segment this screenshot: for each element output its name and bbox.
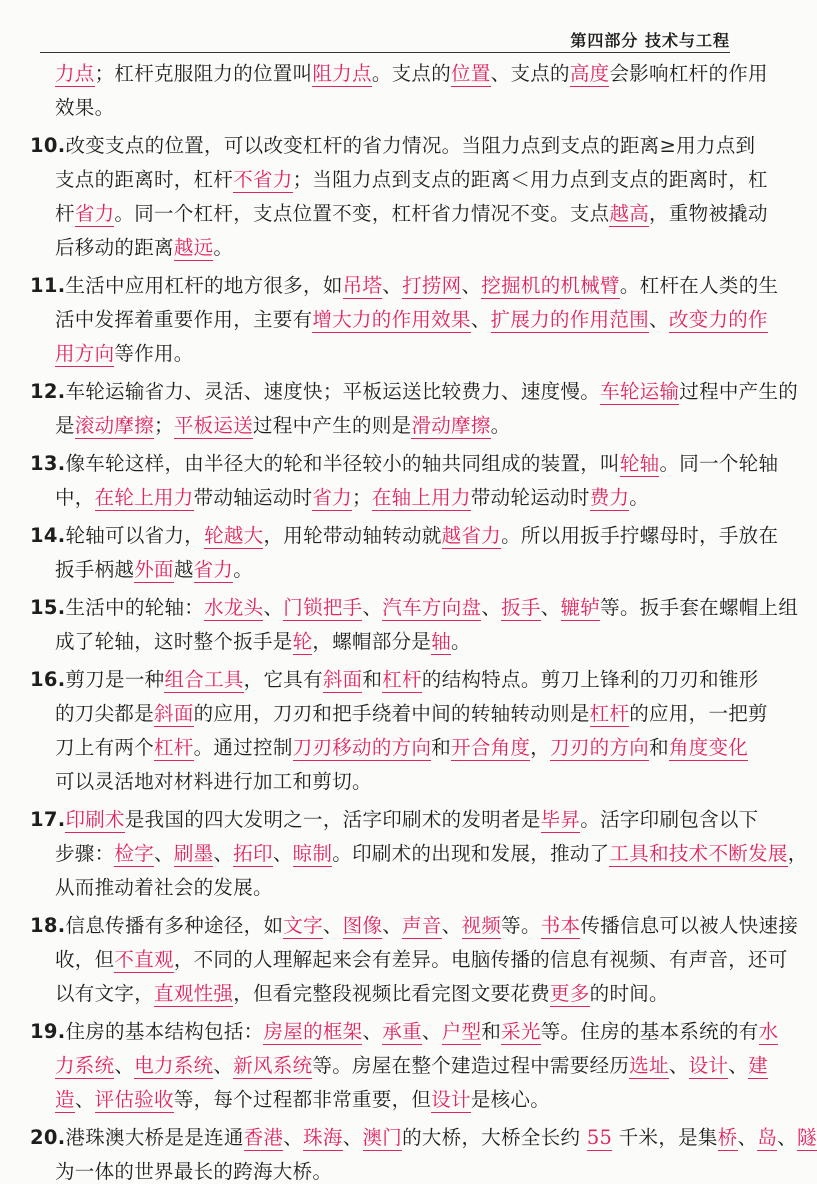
answer-text: 在轴上用力 — [371, 486, 471, 509]
body-text: 成了轮轴，这时整个扳手是 — [55, 630, 293, 653]
answer-text: 打捞网 — [402, 274, 462, 297]
body-text: 。同一个杠杆，支点位置不变，杠杆省力情况不变。支点 — [114, 202, 610, 225]
answer-text: 轴 — [431, 630, 452, 653]
answer-text: 吊塔 — [342, 274, 383, 297]
answer-text: 增大力的作用效果 — [312, 308, 471, 331]
answer-text: 声音 — [402, 914, 442, 937]
text-line — [55, 1084, 550, 1112]
body-text: 的刀尖都是 — [55, 702, 155, 725]
answer-text: 拓印 — [233, 842, 273, 865]
answer-text: 晾制 — [292, 842, 333, 865]
body-text: 。 — [629, 486, 650, 509]
body-text: 、 — [322, 914, 343, 937]
body-text: ，不同的人理解起来会有差异。电脑传播的信息有视频、有声音，还可 — [173, 948, 788, 971]
body-text: 和 — [649, 736, 669, 759]
body-text: 传播信息可以被人快速接 — [580, 914, 799, 937]
item-number: 17. — [30, 808, 66, 831]
answer-text: 刀刃移动的方向 — [292, 736, 432, 759]
answer-text: 外面 — [134, 558, 174, 581]
text-line — [30, 592, 798, 620]
answer-text: 高度 — [569, 62, 610, 85]
text-line — [55, 198, 768, 226]
answer-text: 房屋的框架 — [263, 1020, 363, 1043]
answer-text: 改变力的作 — [668, 308, 768, 331]
body-text: 。所以用扳手拧螺母时，手放在 — [501, 524, 779, 547]
body-text: 生活中的轮轴： — [65, 596, 205, 619]
text-line — [55, 554, 253, 582]
body-text: 等，每个过程都非常重要，但 — [173, 1088, 432, 1111]
answer-text: 杠杆 — [589, 702, 630, 725]
answer-text: 辘轳 — [560, 596, 601, 619]
text-line — [55, 92, 114, 120]
body-text: 。 — [233, 558, 254, 581]
answer-text: 隧 — [796, 1126, 817, 1149]
body-text: 剪刀是一种 — [65, 668, 165, 691]
text-line — [55, 338, 194, 366]
body-text: ；当阻力点到支点的距离＜用力点到支点的距离时，杠 — [292, 168, 768, 191]
answer-text: 工具和技术不断发展 — [609, 842, 788, 865]
body-text: 、 — [382, 274, 403, 297]
text-line — [55, 232, 233, 260]
text-line — [55, 766, 372, 794]
body-text: 是 — [55, 414, 75, 437]
item-number: 10. — [30, 134, 66, 157]
body-text: 带动轴运动时 — [193, 486, 313, 509]
answer-text: 珠海 — [303, 1126, 343, 1149]
text-line — [55, 698, 768, 726]
body-text: 是核心。 — [470, 1088, 551, 1111]
body-text: 中， — [55, 486, 95, 509]
body-text: 、 — [668, 1054, 689, 1077]
answer-text: 汽车方向盘 — [382, 596, 482, 619]
answer-text: 书本 — [540, 914, 581, 937]
answer-text: 杠杆 — [382, 668, 422, 691]
answer-text: 直观性强 — [154, 982, 234, 1005]
body-text: ，螺帽部分是 — [312, 630, 432, 653]
body-text: 、 — [362, 1020, 383, 1043]
answer-text: 位置 — [451, 62, 491, 85]
answer-text: 车轮运输 — [600, 380, 680, 403]
body-text: 等。 — [501, 914, 541, 937]
answer-text: 用方向 — [55, 342, 115, 365]
text-line — [30, 376, 798, 404]
answer-text: 刀刃的方向 — [550, 736, 650, 759]
body-text: 、 — [382, 914, 403, 937]
answer-text: 不省力 — [233, 168, 293, 191]
body-text: 、 — [540, 596, 561, 619]
answer-text: 澳门 — [362, 1126, 403, 1149]
answer-text: 杠杆 — [154, 736, 194, 759]
body-text: 、 — [154, 842, 174, 865]
body-text: ，用轮带动轴转动就 — [263, 524, 442, 547]
body-text: 生活中应用杠杆的地方很多，如 — [65, 274, 343, 297]
body-text: 等。房屋在整个建造过程中需要经历 — [312, 1054, 630, 1077]
answer-text: 越远 — [173, 236, 214, 259]
body-text: 的大桥，大桥全长约 — [402, 1126, 587, 1149]
text-line — [55, 732, 748, 760]
answer-text: 滑动摩擦 — [411, 414, 491, 437]
answer-text: 设计 — [431, 1088, 471, 1111]
body-text: 像车轮这样，由半径大的轮和半径较小的轴共同组成的装置，叫 — [65, 452, 620, 475]
body-text: 、支点的 — [490, 62, 570, 85]
body-text: 车轮运输省力、灵活、速度快；平板运送比较费力、速度慢。 — [65, 380, 601, 403]
text-line — [55, 978, 669, 1006]
answer-text: 检字 — [114, 842, 155, 865]
body-text: ； — [352, 486, 372, 509]
body-text: 杆 — [55, 202, 75, 225]
body-text: 刀上有两个 — [55, 736, 155, 759]
answer-text: 印刷术 — [65, 808, 125, 831]
answer-text: 图像 — [342, 914, 383, 937]
answer-text: 水龙头 — [204, 596, 264, 619]
body-text: 、 — [481, 596, 502, 619]
body-text: 、 — [213, 1054, 234, 1077]
section-title: 第四部分 技术与工程 — [570, 31, 730, 50]
body-text: 的结构特点。剪刀上锋利的刀刃和锥形 — [421, 668, 759, 691]
body-text: 和 — [481, 1020, 502, 1043]
answer-text: 组合工具 — [164, 668, 244, 691]
body-text: 、 — [263, 596, 284, 619]
item-number: 14. — [30, 524, 66, 547]
body-text: 以有文字， — [55, 982, 155, 1005]
body-text: 、 — [114, 1054, 135, 1077]
answer-text: 文字 — [283, 914, 323, 937]
body-text: 等作用。 — [114, 342, 194, 365]
item-number: 13. — [30, 452, 66, 475]
body-text: 可以灵活地对材料进行加工和剪切。 — [55, 770, 372, 793]
body-text: 改变支点的位置，可以改变杠杆的省力情况。当阻力点到支点的距离≥用力点到 — [65, 134, 756, 157]
body-text: 等。住房的基本系统的有 — [540, 1020, 759, 1043]
text-line — [55, 1156, 332, 1184]
body-text: 、 — [737, 1126, 758, 1149]
body-text: 、 — [362, 596, 383, 619]
answer-text: 电力系统 — [134, 1054, 214, 1077]
answer-text: 力点 — [55, 62, 95, 85]
text-line — [55, 1050, 768, 1078]
body-text: 、 — [213, 842, 234, 865]
body-text: ； — [154, 414, 174, 437]
body-text: ，重物被撬动 — [649, 202, 768, 225]
answer-text: 平板运送 — [173, 414, 254, 437]
body-text: ，它具有 — [243, 668, 323, 691]
body-text: ，但看完整段视频比看完图文要花费 — [233, 982, 551, 1005]
answer-text: 越高 — [609, 202, 650, 225]
body-text: 、 — [461, 274, 482, 297]
answer-text: 轮 — [292, 630, 313, 653]
item-number: 12. — [30, 380, 66, 403]
item-number: 19. — [30, 1020, 66, 1043]
item-number: 11. — [30, 274, 66, 297]
page-header — [0, 28, 800, 54]
body-text: 后移动的距离 — [55, 236, 174, 259]
body-text: 、 — [777, 1126, 797, 1149]
body-text: ， — [787, 842, 808, 865]
text-line — [55, 626, 471, 654]
answer-text: 挖掘机的机械臂 — [481, 274, 620, 297]
text-line — [30, 520, 778, 548]
body-text: 、 — [272, 842, 293, 865]
body-text: 带动轮运动时 — [470, 486, 590, 509]
body-text: 支点的距离时，杠杆 — [55, 168, 234, 191]
answer-text: 刷墨 — [173, 842, 214, 865]
answer-text: 滚动摩擦 — [74, 414, 155, 437]
text-line — [30, 910, 798, 938]
answer-text: 轮越大 — [204, 524, 264, 547]
body-text: 港珠澳大桥是是连通 — [65, 1126, 244, 1149]
body-text: 。印刷术的出现和发展，推动了 — [332, 842, 610, 865]
text-line — [30, 1016, 778, 1044]
text-line — [55, 872, 273, 900]
answer-text: 选址 — [629, 1054, 669, 1077]
answer-text: 新风系统 — [233, 1054, 313, 1077]
body-text: 活中发挥着重要作用，主要有 — [55, 308, 313, 331]
answer-text: 设计 — [688, 1054, 729, 1077]
answer-text: 省力 — [74, 202, 115, 225]
body-text: 等。扳手套在螺帽上组 — [600, 596, 799, 619]
body-text: 、 — [342, 1126, 363, 1149]
body-text: 和 — [431, 736, 452, 759]
answer-text: 在轮上用力 — [94, 486, 194, 509]
answer-text: 力系统 — [55, 1054, 115, 1077]
body-text: 、 — [74, 1088, 95, 1111]
body-text: 效果。 — [55, 96, 115, 119]
answer-text: 水 — [758, 1020, 779, 1043]
answer-text: 桥 — [717, 1126, 738, 1149]
body-text: 的时间。 — [589, 982, 669, 1005]
body-text: 轮轴可以省力， — [65, 524, 205, 547]
body-text: ， — [530, 736, 551, 759]
answer-text: 角度变化 — [668, 736, 749, 759]
body-text: 住房的基本结构包括： — [65, 1020, 264, 1043]
body-text: 、 — [283, 1126, 304, 1149]
body-text: 。 — [213, 236, 234, 259]
item-number: 20. — [30, 1126, 66, 1149]
text-line — [30, 448, 778, 476]
answer-text: 费力 — [589, 486, 630, 509]
answer-text: 户型 — [441, 1020, 482, 1043]
body-text: 是我国的四大发明之一，活字印刷术的发明者是 — [124, 808, 541, 831]
body-text: 的应用，一把剪 — [629, 702, 768, 725]
body-text: 。 — [490, 414, 511, 437]
body-text: 、 — [470, 308, 491, 331]
answer-text: 越省力 — [441, 524, 502, 547]
answer-text: 造 — [55, 1088, 75, 1111]
body-text: 和 — [362, 668, 383, 691]
body-text: 从而推动着社会的发展。 — [55, 876, 273, 899]
answer-text: 斜面 — [322, 668, 363, 691]
body-text: 的应用，刀刃和把手绕着中间的转轴转动则是 — [193, 702, 590, 725]
text-line — [30, 270, 778, 298]
answer-text: 建 — [748, 1054, 768, 1077]
answer-text: 承重 — [382, 1020, 422, 1043]
answer-text: 扳手 — [501, 596, 541, 619]
body-text: ；杠杆克服阻力的位置叫 — [94, 62, 313, 85]
body-text: 千米，是集 — [612, 1126, 718, 1149]
answer-text: 视频 — [461, 914, 502, 937]
body-text: 。 — [451, 630, 471, 653]
body-text: 。支点的 — [371, 62, 452, 85]
text-line — [55, 410, 510, 438]
body-text: 会影响杠杆的作用 — [609, 62, 768, 85]
text-line — [55, 482, 649, 510]
text-line — [55, 164, 768, 192]
answer-text: 阻力点 — [312, 62, 372, 85]
body-text: 、 — [421, 1020, 442, 1043]
answer-text: 斜面 — [154, 702, 194, 725]
answer-text: 省力 — [312, 486, 353, 509]
answer-text: 采光 — [501, 1020, 541, 1043]
item-number: 15. — [30, 596, 66, 619]
answer-text: 轮轴 — [619, 452, 660, 475]
body-text: 过程中产生的 — [679, 380, 799, 403]
answer-text: 省力 — [193, 558, 234, 581]
text-line — [30, 1122, 817, 1150]
text-line — [30, 804, 758, 832]
body-text: 步骤： — [55, 842, 115, 865]
answer-text: 门锁把手 — [283, 596, 363, 619]
body-text: 。活字印刷包含以下 — [580, 808, 759, 831]
text-line — [55, 944, 788, 972]
body-text: 。通过控制 — [193, 736, 293, 759]
text-line — [55, 58, 768, 86]
body-text: 。杠杆在人类的生 — [619, 274, 779, 297]
text-line — [55, 304, 768, 332]
answer-text: 评估验收 — [94, 1088, 174, 1111]
body-text: 、 — [728, 1054, 749, 1077]
answer-text: 更多 — [550, 982, 590, 1005]
text-line — [30, 130, 755, 158]
body-text: 。同一个轮轴 — [659, 452, 779, 475]
text-line — [55, 838, 808, 866]
answer-text: 55 — [586, 1126, 613, 1149]
answer-text: 香港 — [243, 1126, 284, 1149]
body-text: 信息传播有多种途径，如 — [65, 914, 284, 937]
body-text: 收，但 — [55, 948, 115, 971]
body-text: 、 — [649, 308, 669, 331]
item-number: 16. — [30, 668, 66, 691]
body-text: 、 — [441, 914, 462, 937]
answer-text: 不直观 — [114, 948, 174, 971]
answer-text: 岛 — [757, 1126, 778, 1149]
body-text: 越 — [173, 558, 194, 581]
text-line — [30, 664, 759, 692]
body-text: 扳手柄越 — [55, 558, 135, 581]
answer-text: 毕昇 — [540, 808, 581, 831]
header-divider — [40, 52, 730, 53]
body-text: 过程中产生的则是 — [253, 414, 412, 437]
answer-text: 开合角度 — [451, 736, 531, 759]
item-number: 18. — [30, 914, 66, 937]
answer-text: 扩展力的作用范围 — [490, 308, 650, 331]
body-text: 为一体的世界最长的跨海大桥。 — [55, 1160, 333, 1183]
